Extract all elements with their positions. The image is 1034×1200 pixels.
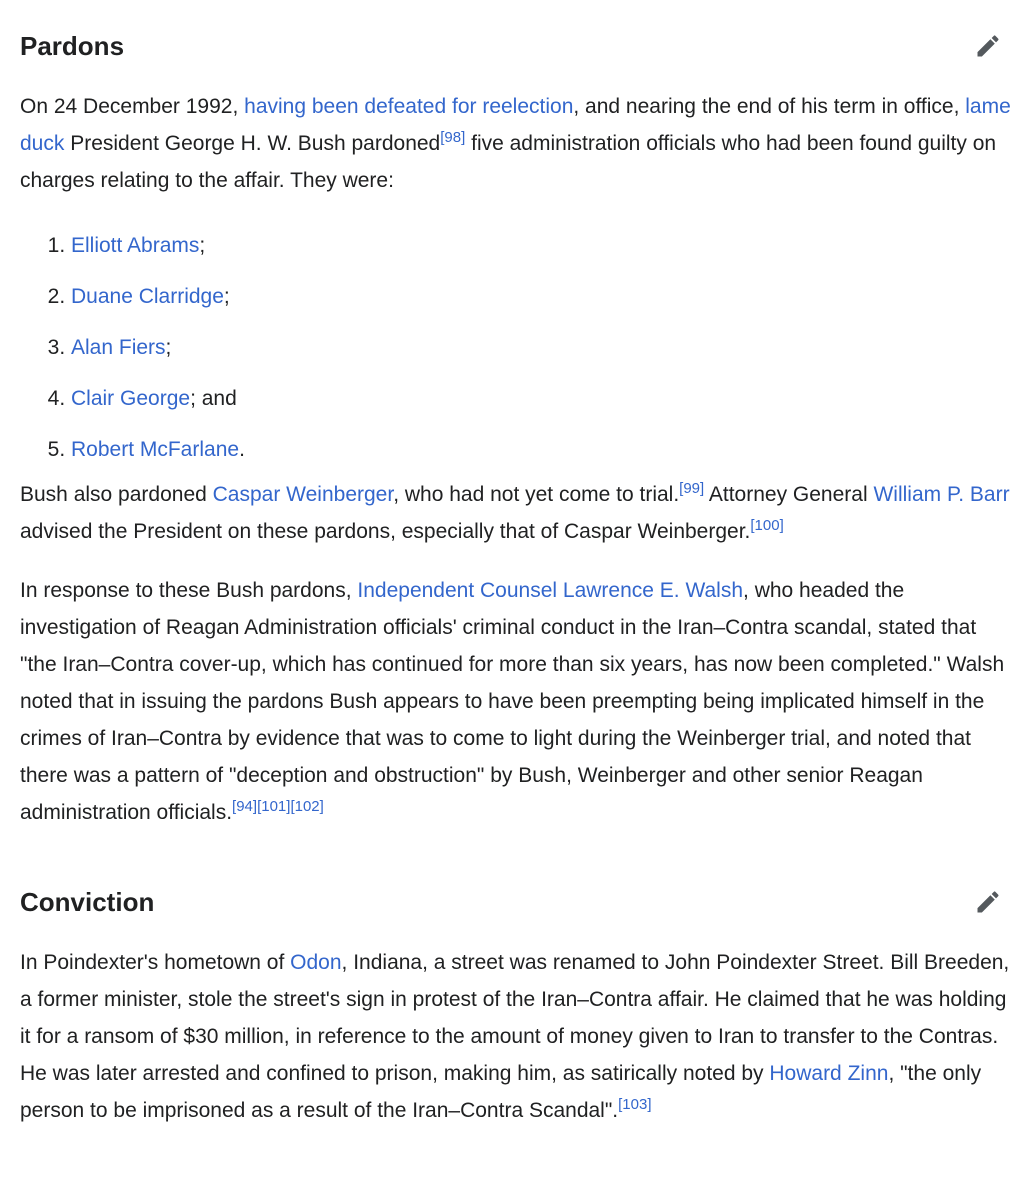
pardons-section-header — [20, 26, 1014, 66]
intro-text-3: President George H. W. Bush pardoned — [64, 132, 441, 155]
walsh-response-paragraph — [20, 572, 1014, 831]
list-item — [71, 271, 245, 322]
conviction-section-header — [20, 882, 1014, 922]
link-lawrence-walsh[interactable]: Independent Counsel Lawrence E. Walsh — [357, 579, 744, 602]
link-caspar-weinberger[interactable]: Caspar Weinberger — [212, 483, 394, 506]
link-alan-fiers[interactable]: Alan Fiers — [71, 336, 166, 359]
list-suffix: ; and — [190, 387, 237, 410]
c-text-1: In Poindexter's hometown of — [20, 951, 291, 974]
p2-text-3: Attorney General — [704, 483, 874, 506]
conviction-paragraph — [20, 944, 1014, 1129]
p3-text-2: , who headed the investigation of Reagan Administration officials' criminal conduct in the Iran–Contra scandal, stated that "the Iran–Contra cover-up, which has continued for more than six years, has now been completed." Walsh noted that in issuing the pardons Bush appears to have been preempting being implicated himself in the crimes of Iran–Contra by evidence that was to come to light during the Weinberger trial, and noted that there was a pattern of "deception and obstruction" by Bush, Weinberger and other senior Reagan administration officials. — [20, 579, 1005, 824]
list-item — [71, 322, 245, 373]
list-item — [71, 373, 245, 424]
link-lame-duck[interactable]: lame duck — [20, 95, 1011, 155]
list-suffix: ; — [223, 285, 230, 308]
list-item — [71, 424, 245, 475]
weinberger-pardon-paragraph — [20, 476, 1014, 550]
ref-101[interactable]: [101] — [257, 798, 291, 815]
link-duane-clarridge[interactable]: Duane Clarridge — [71, 285, 224, 308]
list-item — [71, 220, 245, 271]
ref-102[interactable]: [102] — [290, 798, 324, 815]
ref-103[interactable]: [103] — [618, 1096, 652, 1113]
edit-conviction-button[interactable] — [972, 886, 1004, 918]
p3-text-1: In response to these Bush pardons, — [20, 579, 358, 602]
link-elliott-abrams[interactable]: Elliott Abrams — [71, 234, 200, 257]
pencil-icon — [974, 32, 1002, 60]
link-odon[interactable]: Odon — [290, 951, 342, 974]
list-suffix: . — [239, 438, 245, 461]
link-robert-mcfarlane[interactable]: Robert McFarlane — [71, 438, 240, 461]
pardons-heading: Pardons — [20, 31, 125, 61]
p2-text-4: advised the President on these pardons, especially that of Caspar Weinberger. — [20, 520, 751, 543]
list-suffix: ; — [199, 234, 206, 257]
link-howard-zinn[interactable]: Howard Zinn — [769, 1062, 889, 1085]
p2-text-2: , who had not yet come to trial. — [393, 483, 680, 506]
ref-100[interactable]: [100] — [750, 517, 784, 534]
list-suffix: ; — [165, 336, 172, 359]
ref-99[interactable]: [99] — [679, 480, 705, 497]
ref-98[interactable]: [98] — [440, 129, 466, 146]
c-text-2: , Indiana, a street was renamed to John Poindexter Street. Bill Breeden, a former minister, stole the street's sign in protest of the Iran–Contra affair. He claimed that he was holding it for a ransom of $30 million, in reference to the amount of money given to Iran to transfer to the Contras. He was later arrested and confined to prison, making him, as satirically noted by — [20, 951, 1010, 1085]
pardons-intro-paragraph — [20, 88, 1014, 199]
pencil-icon — [974, 888, 1002, 916]
link-william-p-barr[interactable]: William P. Barr — [873, 483, 1010, 506]
link-clair-george[interactable]: Clair George — [71, 387, 191, 410]
intro-text-2: , and nearing the end of his term in office, — [573, 95, 966, 118]
edit-pardons-button[interactable] — [972, 30, 1004, 62]
conviction-heading: Conviction — [20, 887, 155, 917]
pardoned-officials-list — [20, 220, 245, 475]
link-defeated-for-reelection[interactable]: having been defeated for reelection — [244, 95, 574, 118]
intro-text-1: On 24 December 1992, — [20, 95, 245, 118]
c-text-3: , "the only person to be imprisoned as a result of the Iran–Contra Scandal". — [20, 1062, 982, 1122]
ref-94[interactable]: [94] — [232, 798, 258, 815]
p2-text-1: Bush also pardoned — [20, 483, 213, 506]
intro-text-4: five administration officials who had been found guilty on charges relating to the affair. They were: — [20, 132, 997, 192]
